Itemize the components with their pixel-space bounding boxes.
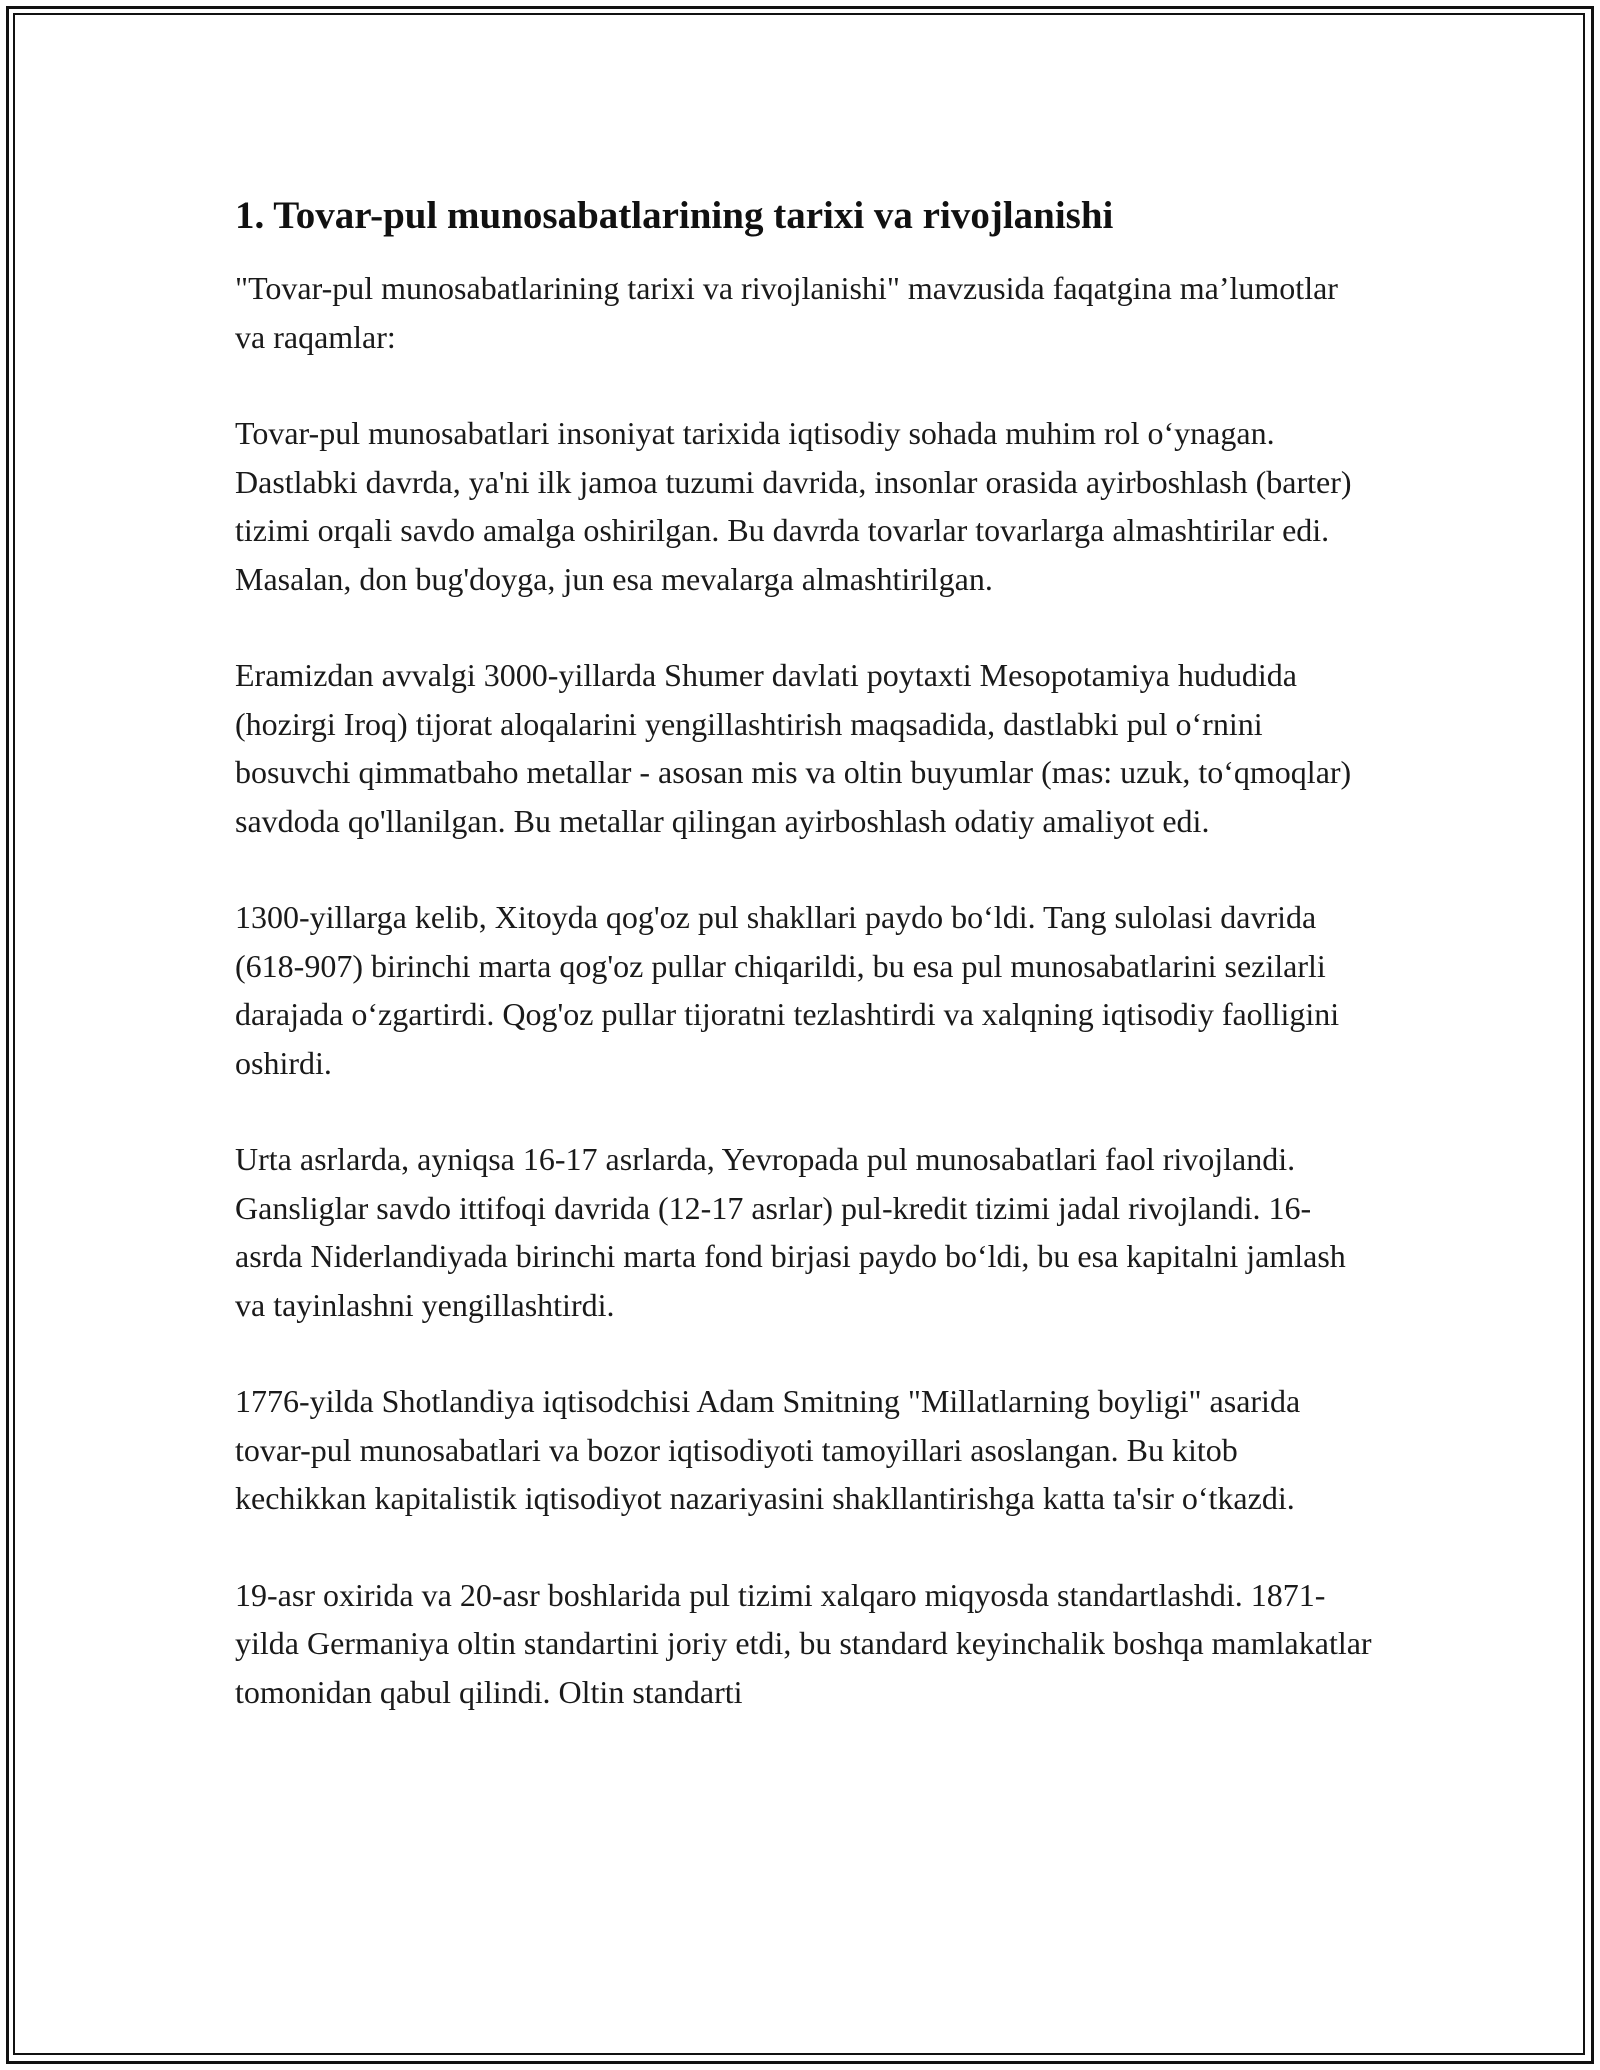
- intro-paragraph: "Tovar-pul munosabatlarining tarixi va rivojlanishi" mavzusida faqatgina ma’lumotlar va raqamlar:: [235, 270, 1338, 355]
- section-title: 1. Tovar-pul munosabatlarining tarixi va rivojlanishi: [235, 194, 1114, 237]
- document-body: [235, 190, 1375, 1764]
- paragraph-barter: Tovar-pul munosabatlari insoniyat tarixida iqtisodiy sohada muhim rol o‘ynagan. Dastlabki davrda, ya'ni ilk jamoa tuzumi davrida, insonlar orasida ayirboshlash (barter) tizimi orqali savdo amalga oshirilgan. Bu davrda tovarlar tovarlarga almashtirilar edi. Masalan, don bug'doyga, jun esa mevalarga almashtirilgan.: [235, 415, 1352, 597]
- paragraph-europe: Urta asrlarda, ayniqsa 16-17 asrlarda, Yevropada pul munosabatlari faol rivojlandi. Gansliglar savdo ittifoqi davrida (12-17 asrlar) pul-kredit tizimi jadal rivojlandi. 16-asrda Niderlandiyada birinchi marta fond birjasi paydo bo‘ldi, bu esa kapitalni jamlash va tayinlashni yengillashtirdi.: [235, 1141, 1346, 1323]
- paragraph-adam-smith: 1776-yilda Shotlandiya iqtisodchisi Adam Smitning "Millatlarning boyligi" asarida tovar-pul munosabatlari va bozor iqtisodiyoti tamoyillari asoslangan. Bu kitob kechikkan kapitalistik iqtisodiyot nazariyasini shakllantirishga katta ta'sir o‘tkazdi.: [235, 1383, 1301, 1516]
- paragraph-gold-standard: 19-asr oxirida va 20-asr boshlarida pul tizimi xalqaro miqyosda standartlashdi. 1871-yilda Germaniya oltin standartini joriy etdi, bu standard keyinchalik boshqa mamlakatlar tomonidan qabul qilindi. Oltin standarti: [235, 1576, 1372, 1710]
- paragraph-mesopotamia: Eramizdan avvalgi 3000-yillarda Shumer davlati poytaxti Mesopotamiya hududida (hozirgi Iroq) tijorat aloqalarini yengillashtirish maqsadida, dastlabki pul o‘rnini bosuvchi qimmatbaho metallar - asosan mis va oltin buyumlar (mas: uzuk, to‘qmoqlar) savdoda qo'llanilgan. Bu metallar qilingan ayirboshlash odatiy amaliyot edi.: [235, 657, 1352, 839]
- paragraph-china-paper-money: 1300-yillarga kelib, Xitoyda qog'oz pul shakllari paydo bo‘ldi. Tang sulolasi davrida (618-907) birinchi marta qog'oz pullar chiqarildi, bu esa pul munosabatlarini sezilarli darajada o‘zgartirdi. Qog'oz pullar tijoratni tezlashtirdi va xalqning iqtisodiy faolligini oshirdi.: [235, 899, 1340, 1081]
